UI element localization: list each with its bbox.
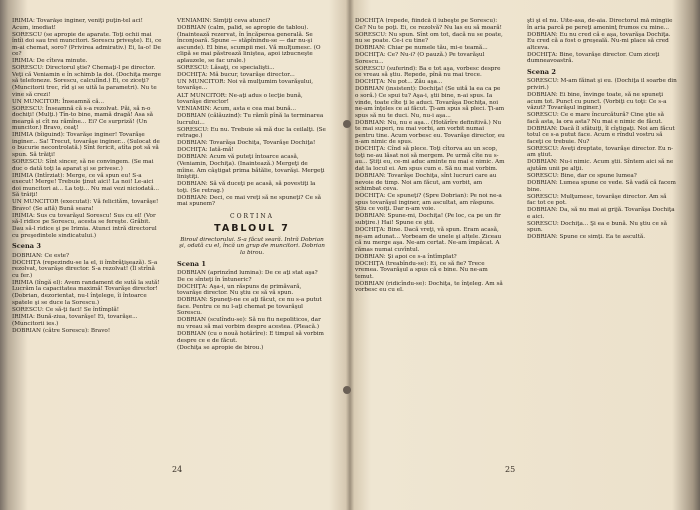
text-line: DOBRIAN: Spuneţi-ne ce aţi făcut, ce nu s-a putut face. Pentru ce nu l-aţi chemat pe tovarăşul Sorescu. [177, 297, 322, 317]
right-page-column-2 [527, 18, 677, 463]
text-line: DOBRIAN: Şi apoi ce s-a întîmplat? [355, 253, 457, 260]
text-line: DOCHIŢA: Iată-mă! [177, 147, 234, 154]
text-line: DOBRIAN (călăuzind): Tu rămîi pînă la terminarea lucrului... [177, 113, 324, 126]
text-line: DOBRIAN: Nu-i nimic. Acum ştii. Sîntem aici să ne ajutăm unii pe alţii. [527, 159, 674, 172]
text-line: DOBRIAN: Spune ce simţi. Ea te ascultă. [527, 234, 646, 241]
text-line: IRIMIA (bîiguind): Tovarăşe inginer! Tovarăşe inginer... Sa! Trecut, tovarăşe inginer... (Sulocat de o bucurie necontrolată.) Sînt fericit, atîta pot să vă spun. Să trăiţi! [12, 132, 160, 158]
text-line: (Dochiţa se apropie de birou.) [177, 344, 264, 351]
text-line: DOBRIAN: Chiar pe numele tău, mi-e teamă... [355, 45, 488, 52]
binding-hole [343, 386, 351, 394]
text-line: DOCHIŢA (repede, fiindcă îl iubeşte pe Sorescu): Ce? Nu te poţi. Ei, ce rezolvă? Nu las eu să moară! [355, 18, 502, 31]
text-line: (Dobrian, dezorientat, nu-l înţelege, îi întoarce spatele şi se duce la Sorescu.) [12, 293, 147, 306]
text-line: DOCHIŢA: Bine. Dacă vreţi, vă spun. Eram acasă, ne-am adunat... Vorbeam de unele şi altele. Ziceau că nu merge aşa. Ne-am certat. Ne-am împăcat. A rămas numai cuvîntul. [355, 226, 502, 253]
text-line: DOBRIAN: Să vă duceţi pe acasă, să povestiţi la toţi. (Se retrag.) [177, 181, 316, 194]
text-line: VENIAMIN: Simţiţi ceva atunci? [177, 18, 271, 24]
text-line: UN MUNCITOR: Înseamnă că... [12, 98, 105, 105]
text-line: IRIMIA: Sus cu tovarăşul Sorescu! Sus cu el! (Vor să-l ridice pe Sorescu, acesta se fereşte. Grăbit. Dau să-l ridice şi pe Irimia. Atunci intră directorul cu preşedintele sindicatului.) [12, 212, 157, 239]
text-line: (Muncitorii ies.) [12, 321, 59, 328]
text-line: DOBRIAN: Ce este? [12, 252, 70, 259]
left-page [12, 10, 347, 502]
text-line: DOBRIAN (calm, palid, se apropie de tablou). (Inaintează rezervat, în încăperea generală. Se înconjoară. Spune — stăpînindu-se — dar nu-şi ascunde). El bine, scumpii mei. Vă mulţumesc. (O clipă se mai păstrează liniştea, apoi izbucneşte aplauzele, se fac urale.) [177, 25, 321, 64]
text-line: DOBRIAN: Nu, nu e aşa... (Hotărîre definitivă.) Nu te mai superi, nu mai vorbi, am vorbit numai pentru tine. Acum vorbesc eu. Tovarăşe director, eu n-am nimic de spus. [355, 119, 505, 146]
text-line: SORESCU: Eu nu. Trebuie să mă duc la ceilalţi. (Se retrage.) [177, 126, 326, 140]
text-line: SORESCU: Mulţumesc, tovarăşe director. Am să fac tot ce pot. [527, 193, 667, 207]
text-line: DOBRIAN: Tovarăşa Dochiţa, Tovarăşe Dochiţa! [177, 140, 316, 147]
right-page [355, 10, 687, 502]
text-line: DOCHIŢA: Aşa-i, un răspuns de primăvară, tovarăşe director. Nu ştiu ce să vă spun. [177, 283, 302, 297]
text-line: IRIMIA: Bună-ziua, tovarăşe! Ei, tovarăşe... [12, 314, 138, 321]
text-line: IRIMIA: De cîteva minute. [12, 58, 88, 65]
text-line: DOBRIAN: Tovarăşe Dochiţa, sînt lucruri care au nevoie de timp. Noi am făcut, am vorbit, am schimbat ceva. [355, 173, 497, 193]
text-line: DOCHIŢA (treabîndu-se): Ei, ce să fie? Trece vremea. Tovarăşul a spus că e bine. Nu ne-am temut. [355, 260, 488, 280]
text-line: DOBRIAN (ridicîndu-se): Dochiţa, te înţeleg. Am să vorbesc eu cu el. [355, 280, 503, 294]
page-number: 25 [505, 465, 516, 474]
text-line: SORESCU: Dochiţa... Şi ea e bună. Nu ştiu ce să spun. [527, 220, 667, 234]
text-line: ALT MUNCITOR: Ne-aţi adus o lecţie bună, tovarăşe director! [177, 92, 303, 106]
text-line: SORESCU: M-am făinat şi eu. (Dochiţa il soarbe din priviri.) [527, 78, 677, 91]
text-line: DOCHIŢA: Bine, tovarăşe director. Cum ziceţi dumneavoastră. [527, 51, 660, 65]
text-line: UN MUNCITOR (executat): Vă felicităm, tovarăşe! Bravo! (Se află) Bună seara! [12, 199, 159, 212]
text-line: DOCHIŢA: Mă bucur, tovarăşe director... [177, 71, 295, 78]
left-page-column-1 [12, 18, 162, 463]
text-line: DOBRIAN: Eu nu cred că e aşa, tovarăşa Dochiţa. Eu cred că a fost o greşeală. Nu-mi place să cred altceva. [527, 31, 671, 51]
text-line: SORESCU (se apropie de aparate. Toţi ochii mai întîi doi sau trei muncitori. Sorescu priveşte). Ei, ce m-ai chemat, soro? (Privirea admirativ.) Ei, Ia-o! De ce? [12, 31, 162, 58]
text-line: DOBRIAN (sculîndu-se): Să nu fiu nepoliticos, dar nu vreau să mai vorbim despre acestea. (Pleacă.) [177, 317, 321, 330]
text-line: DOBRIAN (aprinzînd lumina): De ce aţi stat aşa? De ce sînteţi în întuneric? [177, 270, 318, 283]
text-line: SORESCU (suferind): Ba e tot aşa, vorbesc despre ce vreau să ştiu. Repede, pînă nu mai trece. [355, 65, 501, 79]
text-line: DOBRIAN: Da, să nu mai ai grijă. Tovarăşa Dochiţa e aici. [527, 207, 675, 220]
text-line: şti şi el nu. Uite-asa, de-aia. Directorul mă mîngîie în aria parcă pe pereţi ameninţ frumos cu mine... [527, 18, 673, 31]
text-line: UN MUNCITOR: Noi vă mulţumim tovarăşului, tovarăşe... [177, 78, 314, 92]
text-line: VENIAMIN: Acum, asta e cea mai bună... [177, 106, 297, 113]
scene-heading: Scena 2 [527, 67, 556, 76]
scene-heading: Scena 3 [12, 242, 41, 251]
text-line: SORESCU: Lăsaţi, ce specialişti... [177, 64, 275, 71]
text-line: DOBRIAN: Dacă îl sfătuiţi, îl cîştigaţi. Noi am făcut totul ce s-a putut face. Acum e rîndul vostru să faceţi ce trebuie. Nu? [527, 125, 675, 145]
text-line: DOCHIŢA (repezindu-se la el, ii îmbrăţişează). S-a rezolvat, tovarăşe director. S-a rezolvat! (Îl strînă cu fer.) [12, 259, 158, 279]
text-line: DOBRIAN (insistent): Dochiţa! (Se uită la ea ca pe o soră.) Ce spui tu? Aşa-i, ştii bine, n-ai spus. Ia vinde, toate cîte ţi le aduci. Tovarăşa Dochiţa, noi ne-am înţeles ce ai făcut. Ţi-am spus să pleci. Ţi-am spus să nu te duci. Nu, nu-i aşa... [355, 86, 505, 119]
tableau-heading: TABLOUL 7 [214, 223, 290, 235]
text-line: DOCHIŢA: Nu pot... Zău aşa... [355, 79, 443, 86]
text-line: DOCHIŢA: Ce? Nu-i? (O pauză.) Pe tovarăşul Sorescu... [355, 52, 485, 65]
text-line: SORESCU: Bine, dar ce spune lumea? [527, 173, 637, 180]
text-line: SORESCU: Directorul ştie? Chemaţi-l pe director. Veţi că Veniamin e în schimb la doi. (Dochiţa merge să telefoneze. Sorescu, calculînd.) Ei, ce ziceţi? (Muncitorii trec, rîd şi se uită la parametri). Nu te vine să crezi! [12, 65, 162, 98]
stage-direction: Biroul directorului. S-a făcut seară. Intră Dobrian şi, odată cu el, încă un grup de muncitori. Dobrian la birou. [179, 236, 325, 256]
scene-heading: Scena 1 [177, 259, 206, 268]
cortina-heading: CORTINA [230, 212, 274, 220]
text-line: IRIMIA: Tovarăşe inginer, veniţi puţin-tel aci! Acum, imediat! [12, 18, 143, 31]
text-line: DOBRIAN (către Sorescu): Bravo! [12, 328, 111, 335]
text-line: DOBRIAN: Acum vă puteţi întoarce acasă, (Veniamin, Dochiţa). (Inaintează.) Mergeţi de mîine. Am câştigat prima bătălie, tovarăşi. Mergeţi liniştiţi. [177, 154, 325, 181]
left-page-column-2 [177, 18, 327, 463]
text-line: SORESCU: Ce e mare încurcătură? Cine ştie să facă asta, la ora asta? Nu mai e nimic de făcut. [527, 112, 664, 125]
text-line: DOBRIAN: Lumea spune ce vede. Să vadă că facem bine. [527, 180, 676, 193]
text-line: IRIMIA (lîngă el): Avem randament de sută la sută! Lucrăm la capacitatea maximă! Tovarăşe director! [12, 279, 160, 293]
text-line: DOBRIAN (cu o nouă hotărîre): E timpul să vorbim despre ce e de făcut. [177, 331, 324, 344]
text-line: DOCHIŢA: Cînd să plece. Toţi cîtorva au un scop, toţi ne-au lăsat noi să mergem. Pe urmă cîte nu s-au... Ştiţi eu, ce-mi aduc aminte nu mai e nimic. Am dat la locul ei. Am spus cum e. Să nu mai vorbim. [355, 146, 505, 173]
text-line: SORESCU: Sînt sincer, să ne convingem. (Se mai duc o dată toţi la aparat şi se privesc.) [12, 158, 154, 172]
text-line: DOBRIAN: Deci, ce mai vreţi să ne spuneţi? Ce să mai spunem? [177, 194, 322, 208]
text-line: DOCHIŢA: Ce spuneţi? (Spre Dobrian): Pe noi ne-a spus tovarăşul inginer, am ascultat, am răspuns. Ştiu ce voiţi. Dar n-am voie. [355, 193, 502, 213]
text-line: DOBRIAN: Ei bine, învinge toate, să ne spuneţi acum tot. Punct cu punct. (Vorbiţi cu toţi: Ce s-a văzut? Tovarăşul inginer.) [527, 91, 667, 112]
binding-hole [343, 120, 351, 128]
text-line: DOBRIAN: Spune-mi, Dochiţa! (Pe loc, ca pe un fir subţire.) Hai! Spune ce ştii. [355, 213, 501, 226]
text-line: SORESCU: Ce să-ţi faci! Se întîmplă! [12, 306, 120, 313]
text-line: SORESCU: Aveţi dreptate, tovarăşe director. Eu n-am ştiut. [527, 145, 674, 159]
right-page-column-1 [355, 18, 505, 463]
text-line: SORESCU: Nu spun. Sînt om tot, dacă nu se poate, nu se poate. Ce-i cu tine? [355, 31, 503, 45]
text-line: SORESCU: Înseamnă că s-a rezolvat. Păi, să n-o dochiţi! (Mulţi.) Tîn-to bine, mamă dragă! Asa să meargă și cît nu rămîne... Ei? Ce surpriză! (Un muncitor.) Bravo, ceaţ! [12, 105, 153, 132]
text-line: IRIMIA (Intîrziat): Merge, ce vă spun eu! S-a execut! Merge! Trebuie ţinut aici! La noi! Le-aici doi muncitori ai... La toţi... Nu mai vezi niciodată... Să trăiţi! [12, 172, 160, 199]
page-number: 24 [172, 465, 183, 474]
